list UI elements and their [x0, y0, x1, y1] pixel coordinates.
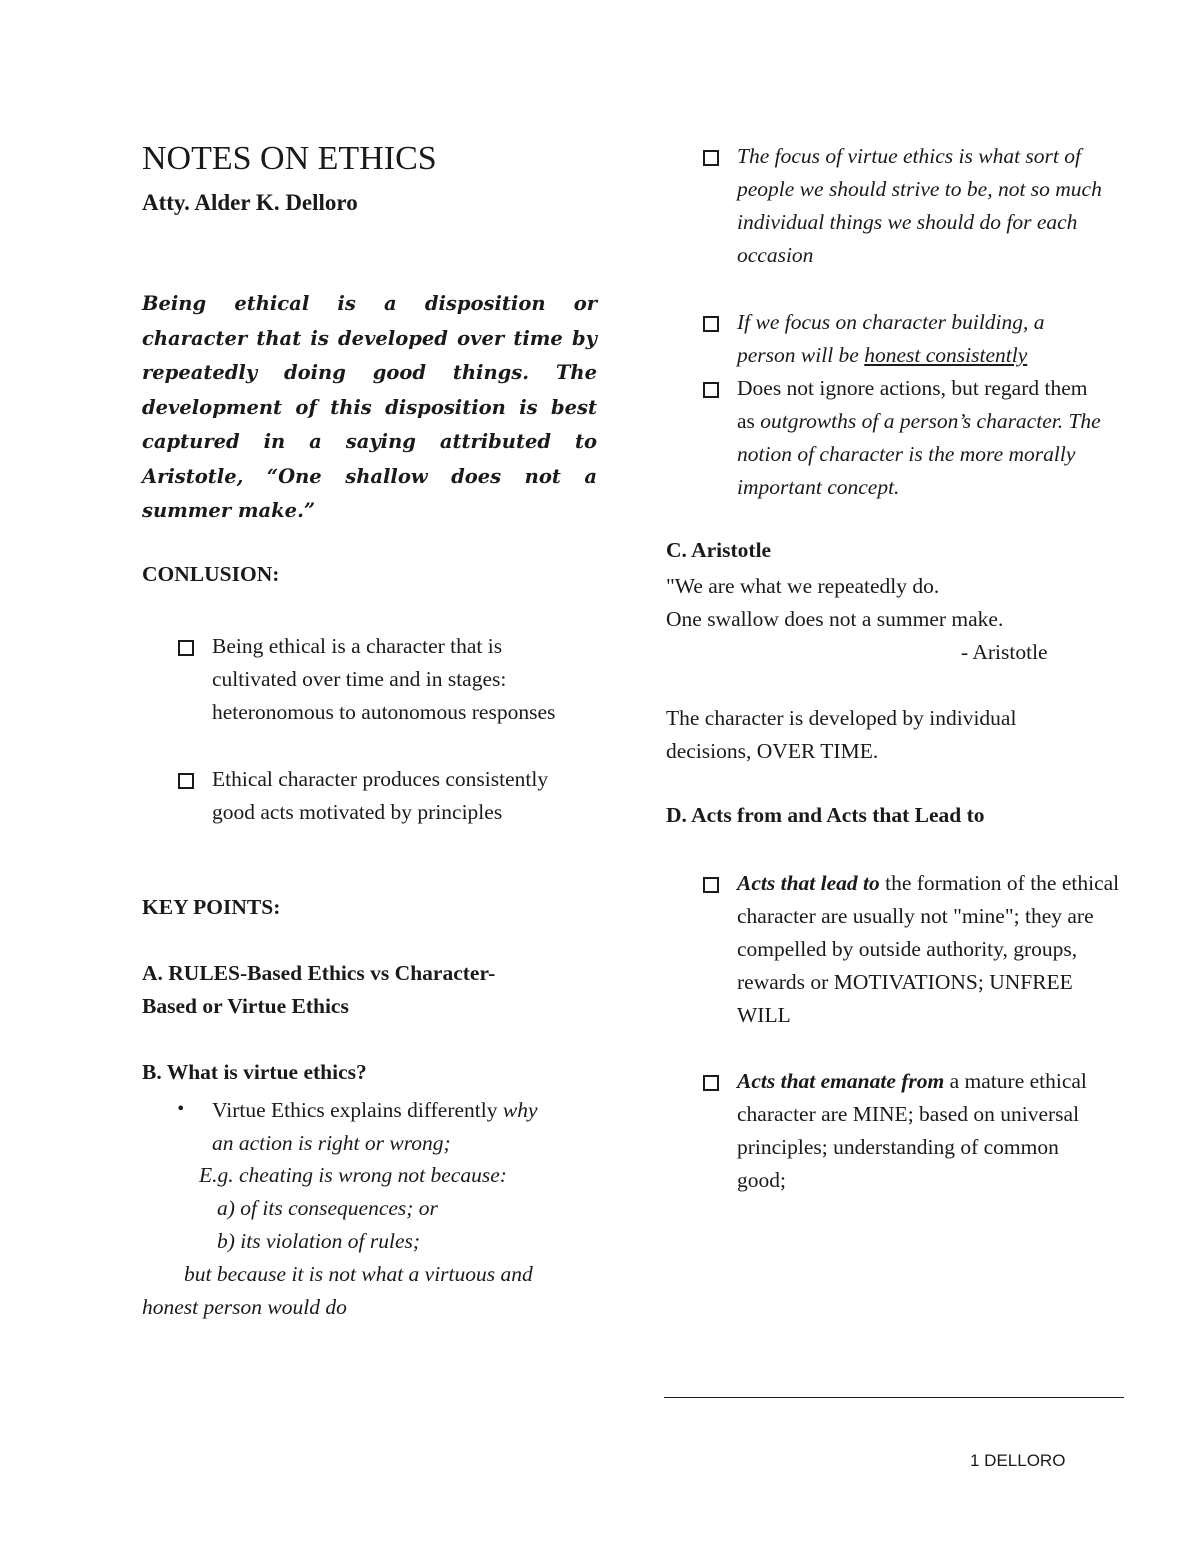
character-building-text: If we focus on character building, a person will be [737, 310, 1045, 367]
acts-lead-to-bold: Acts that lead to [737, 871, 880, 895]
honest-consistently-text: honest consistently [864, 343, 1028, 367]
checkbox-square-icon [178, 773, 194, 789]
virtue-ethics-bullet-plain: Virtue Ethics explains differently [212, 1098, 498, 1122]
quote-attribution: - Aristotle [961, 640, 1048, 664]
bullet-dot-icon: • [176, 1099, 186, 1118]
key-points-heading: KEY POINTS: [142, 895, 281, 919]
quote-line-2: One swallow does not a summer make. [666, 607, 1004, 631]
because-line-2: honest person would do [142, 1295, 347, 1319]
intro-paragraph: Being ethical is a disposition or character that is developed over time by repeatedly doing good things. The development of this disposition is best captured in a saying attributed to Aristotle, “One shallow does not a summer make.” [142, 292, 597, 522]
checkbox-square-icon [703, 1075, 719, 1091]
acts-lead-to-rest: the formation of the ethical character are usually not "mine"; they are compelled by outside authority, groups, rewards or MOTIVATIONS; UNFREE WILL [737, 871, 1120, 1027]
character-building-item [737, 306, 1107, 372]
virtue-focus-item: The focus of virtue ethics is what sort of people we should strive to be, not so much individual things we should do for each occasion [737, 144, 1102, 267]
actions-italic-text: outgrowths of a person’s character. The notion of character is the more morally important concept. [737, 409, 1101, 499]
checkbox-square-icon [178, 640, 194, 656]
list-item [703, 140, 1133, 272]
section-d-heading: D. Acts from and Acts that Lead to [666, 803, 985, 827]
list-item [703, 372, 1133, 504]
virtue-ethics-bullet [212, 1094, 612, 1160]
checkbox-square-icon [703, 382, 719, 398]
acts-emanate-bold: Acts that emanate from [737, 1069, 945, 1093]
page-title: NOTES ON ETHICS [142, 140, 437, 177]
conclusion-item-1: Being ethical is a character that is cultivated over time and in stages: heteronomous to autonomous responses [212, 634, 556, 724]
example-b: b) its violation of rules; [217, 1229, 421, 1253]
section-a-heading-line1: A. RULES-Based Ethics vs Character- [142, 961, 496, 985]
acts-lead-to-item [737, 867, 1122, 1032]
checkbox-square-icon [703, 316, 719, 332]
quote-line-1: "We are what we repeatedly do. [666, 574, 940, 598]
section-c-heading: C. Aristotle [666, 538, 772, 562]
because-line-1: but because it is not what a virtuous and [184, 1262, 533, 1286]
section-b-heading: B. What is virtue ethics? [142, 1060, 367, 1084]
checkbox-square-icon [703, 150, 719, 166]
section-a-heading-line2: Based or Virtue Ethics [142, 994, 349, 1018]
list-item [176, 1094, 606, 1160]
page-footer: 1 DELLORO [970, 1451, 1066, 1470]
virtue-ethics-bullet-why: why [502, 1098, 538, 1122]
virtue-ethics-bullet-rest: an action is right or wrong; [212, 1131, 451, 1155]
character-para-line-1: The character is developed by individual [666, 706, 1017, 730]
footnote-divider [664, 1397, 1124, 1398]
acts-emanate-item [737, 1065, 1112, 1197]
list-item [178, 763, 598, 829]
conclusion-heading: CONLUSION: [142, 562, 280, 586]
author-name: Atty. Alder K. Delloro [142, 190, 358, 215]
conclusion-item-2: Ethical character produces consistently good acts motivated by principles [212, 767, 549, 824]
list-item [178, 630, 598, 729]
list-item [703, 867, 1133, 1032]
list-item [703, 306, 1133, 372]
actions-plain-text: Does not ignore actions, but regard them as [737, 376, 1088, 433]
character-para-line-2: decisions, OVER TIME. [666, 739, 879, 763]
list-item [703, 1065, 1133, 1197]
acts-emanate-rest: a mature ethical character are MINE; based on universal principles; understanding of common good; [737, 1069, 1087, 1192]
checkbox-square-icon [703, 877, 719, 893]
actions-item [737, 372, 1109, 504]
example-a: a) of its consequences; or [217, 1196, 438, 1220]
example-line: E.g. cheating is wrong not because: [199, 1163, 507, 1187]
